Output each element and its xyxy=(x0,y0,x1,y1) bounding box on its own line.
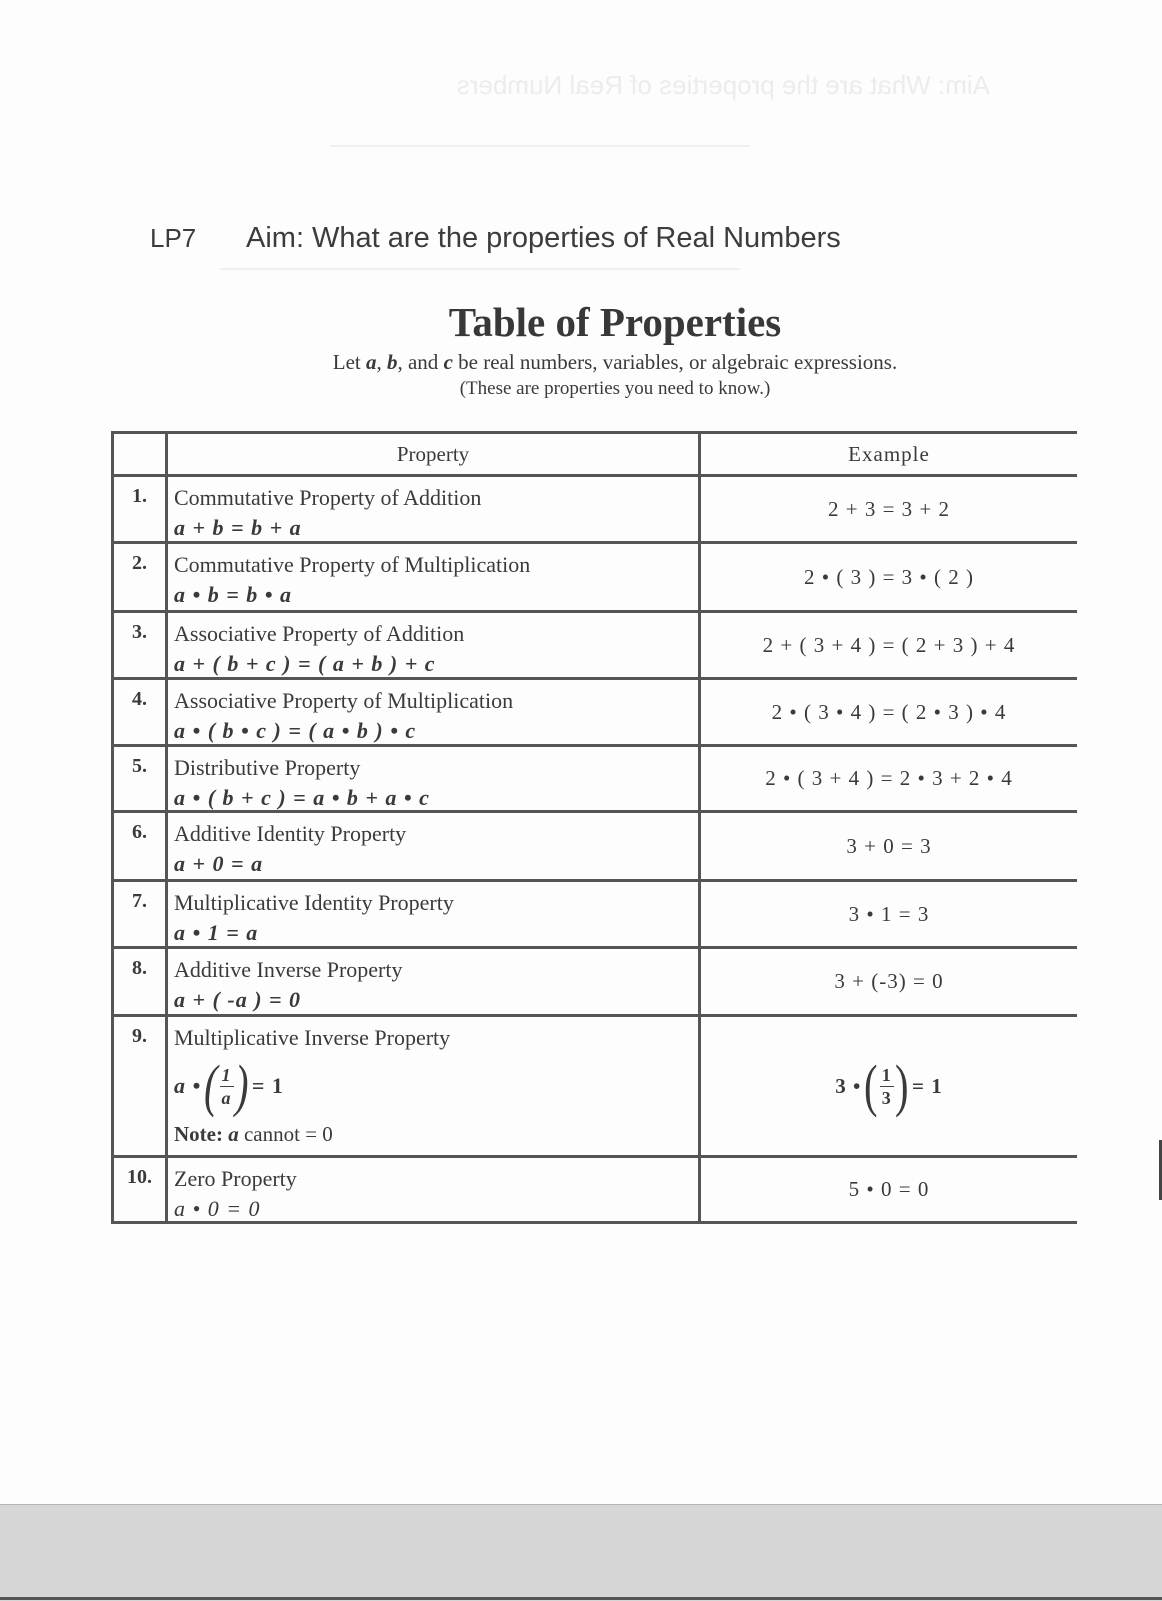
table-header-row xyxy=(111,434,1077,474)
example-cell: 2 • ( 3 • 4 ) = ( 2 • 3 ) • 4 xyxy=(771,699,1007,724)
header-number xyxy=(111,434,168,474)
property-formula: a • b = b • a xyxy=(174,582,292,607)
inverse-formula xyxy=(174,1053,284,1119)
property-cell xyxy=(168,1158,701,1221)
scanner-bed-margin xyxy=(0,1504,1162,1601)
row-number: 7. xyxy=(111,882,168,946)
example-cell: 3 • 1 = 3 xyxy=(848,901,930,926)
property-cell xyxy=(168,544,701,610)
property-cell xyxy=(168,747,701,810)
property-cell xyxy=(168,813,701,879)
property-name: Multiplicative Identity Property xyxy=(174,890,454,915)
subtitle-text: , and xyxy=(397,350,444,374)
example-cell: 2 + 3 = 3 + 2 xyxy=(827,496,951,521)
table-row xyxy=(111,677,1077,744)
row-number: 6. xyxy=(111,813,168,879)
table-row xyxy=(111,1155,1077,1221)
subtitle xyxy=(0,350,1162,375)
example-cell: 3 + (-3) = 0 xyxy=(834,969,944,993)
property-formula: a + b = b + a xyxy=(174,515,302,540)
denominator: a xyxy=(221,1087,232,1108)
note-var: a xyxy=(228,1122,239,1146)
page-title: Table of Properties xyxy=(448,299,782,345)
example-cell: 3 + 0 = 3 xyxy=(846,833,932,858)
property-formula: a + ( b + c ) = ( a + b ) + c xyxy=(174,651,436,676)
inverse-note xyxy=(174,1119,698,1149)
example-cell: 2 + ( 3 + 4 ) = ( 2 + 3 ) + 4 xyxy=(762,632,1016,657)
row-number: 8. xyxy=(111,949,168,1014)
row-number: 2. xyxy=(111,544,168,610)
right-paren: ) xyxy=(234,1053,249,1118)
property-name: Commutative Property of Addition xyxy=(174,485,482,510)
property-formula: a • 0 = 0 xyxy=(174,1196,261,1221)
row-number: 1. xyxy=(111,477,168,541)
scan-bleedthrough: Aim: What are the properties of Real Numbers xyxy=(456,70,990,100)
property-name: Associative Property of Multiplication xyxy=(174,688,514,713)
table-row xyxy=(111,541,1077,610)
table-row xyxy=(111,810,1077,879)
property-formula: a • ( b + c ) = a • b + a • c xyxy=(174,785,430,810)
left-paren: ( xyxy=(204,1053,219,1118)
right-paren: ) xyxy=(894,1053,909,1118)
row-number: 9. xyxy=(111,1017,168,1155)
property-name: Associative Property of Addition xyxy=(174,621,465,646)
row-number: 5. xyxy=(111,747,168,810)
note-text: cannot = 0 xyxy=(238,1122,333,1146)
example-cell: 5 • 0 = 0 xyxy=(848,1177,930,1201)
formula-rhs: = 1 xyxy=(251,1073,284,1098)
example-cell: 2 • ( 3 ) = 3 • ( 2 ) xyxy=(803,564,975,589)
var-c: c xyxy=(443,350,453,374)
example-cell xyxy=(701,1017,1077,1155)
fraction xyxy=(880,1064,894,1109)
properties-table xyxy=(111,431,1077,1224)
property-formula: a + 0 = a xyxy=(174,851,264,876)
property-cell xyxy=(168,477,701,541)
numerator: 1 xyxy=(881,1064,892,1085)
var-b: b xyxy=(386,350,398,374)
row-number: 3. xyxy=(111,613,168,677)
header-property: Property xyxy=(168,434,701,474)
property-name: Distributive Property xyxy=(174,755,361,780)
numerator: 1 xyxy=(221,1064,232,1085)
property-name: Additive Inverse Property xyxy=(174,957,403,982)
table-row xyxy=(111,879,1077,946)
table-row xyxy=(111,744,1077,810)
row-number: 10. xyxy=(111,1158,168,1221)
subtitle-text: be real numbers, variables, or algebraic expressions. xyxy=(452,350,898,374)
example-lhs: 3 • xyxy=(835,1073,862,1098)
scan-artifact-line xyxy=(330,145,750,147)
property-cell xyxy=(168,680,701,744)
left-paren: ( xyxy=(864,1053,879,1118)
subtitle-text: Let xyxy=(332,350,366,374)
subtitle-text: , xyxy=(376,350,387,374)
inverse-example xyxy=(835,1053,943,1118)
lesson-header xyxy=(150,222,950,255)
aim-text: Aim: What are the properties of Real Numbers xyxy=(246,222,841,254)
subnote: (These are properties you need to know.) xyxy=(459,378,771,399)
property-name: Zero Property xyxy=(174,1166,297,1191)
example-rhs: = 1 xyxy=(912,1073,943,1098)
property-name: Multiplicative Inverse Property xyxy=(174,1025,451,1050)
example-cell: 2 • ( 3 + 4 ) = 2 • 3 + 2 • 4 xyxy=(765,766,1013,790)
property-cell xyxy=(168,949,701,1014)
formula-lhs: a • xyxy=(174,1073,202,1098)
property-name: Commutative Property of Multiplication xyxy=(174,552,531,577)
table-row xyxy=(111,474,1077,541)
property-cell xyxy=(168,613,701,677)
table-row xyxy=(111,610,1077,677)
note-label: Note: xyxy=(174,1122,223,1146)
property-formula: a • 1 = a xyxy=(174,920,259,945)
header-example: Example xyxy=(848,441,930,466)
property-cell xyxy=(168,882,701,946)
var-a: a xyxy=(365,350,377,374)
property-formula: a + ( -a ) = 0 xyxy=(174,987,302,1012)
fraction xyxy=(220,1064,234,1109)
denominator: 3 xyxy=(881,1087,892,1108)
table-row xyxy=(111,946,1077,1014)
scan-artifact-line xyxy=(220,268,740,270)
property-cell xyxy=(168,1017,701,1155)
row-number: 4. xyxy=(111,680,168,744)
property-name: Additive Identity Property xyxy=(174,821,407,846)
table-row xyxy=(111,1014,1077,1155)
lesson-code: LP7 xyxy=(150,223,197,253)
property-formula: a • ( b • c ) = ( a • b ) • c xyxy=(174,718,417,743)
